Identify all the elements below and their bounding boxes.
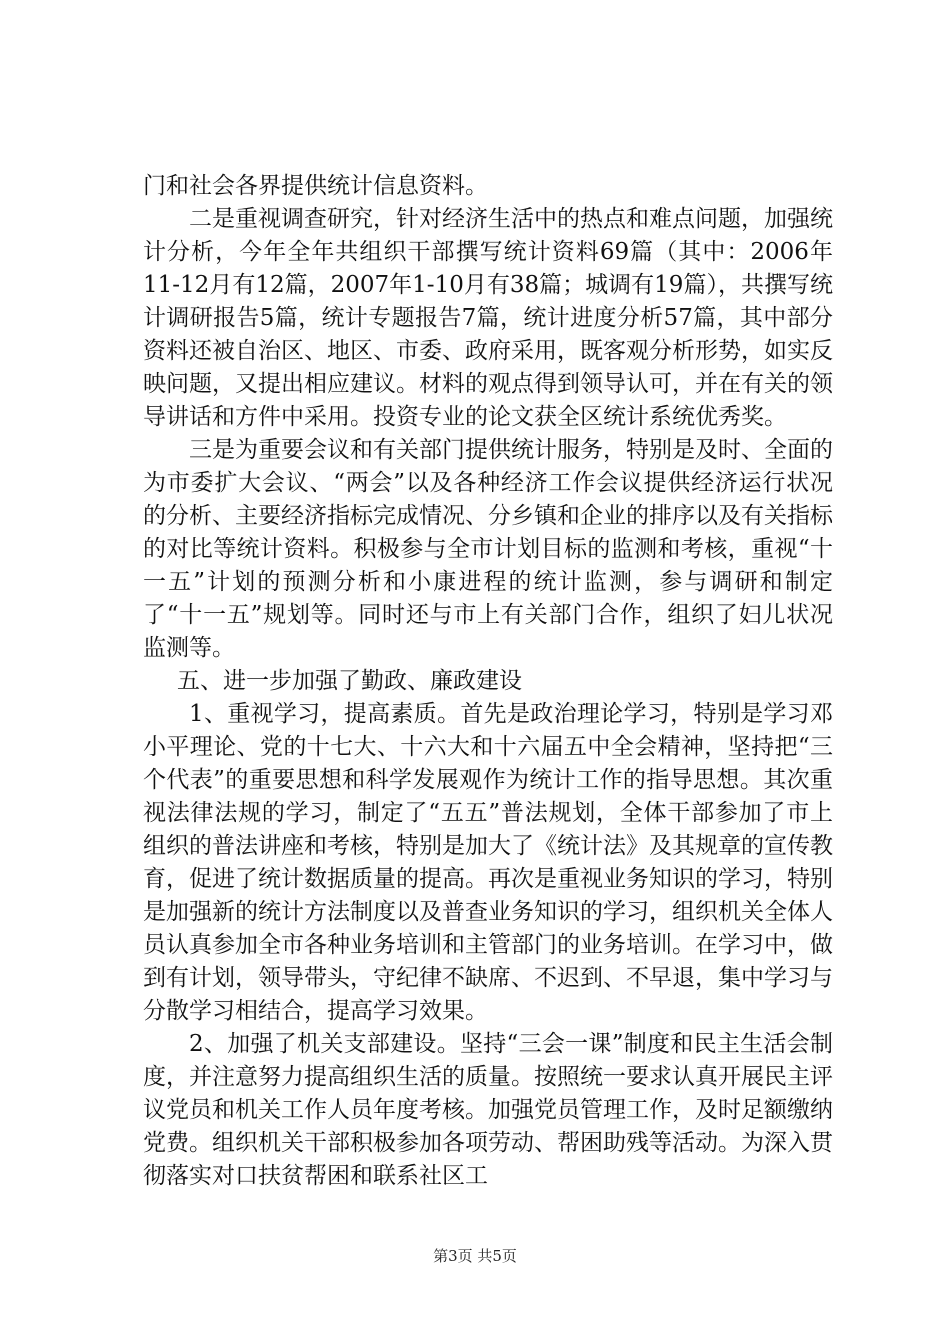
paragraph-services: 三是为重要会议和有关部门提供统计服务，特别是及时、全面的为市委扩大会议、“两会”以及各种经济工作会议提供经济运行状况的分析、主要经济指标完成情况、分乡镇和企业的排序以及有关指标的对比等统计资料。积极参与全市计划目标的监测和考核，重视“十一五”计划的预测分析和小康进程的统计监测，参与调研和制定了“十一五”规划等。同时还与市上有关部门合作，组织了妇儿状况监测等。 — [143, 437, 833, 661]
document-body — [143, 170, 833, 1193]
paragraph-party-branch: 2、加强了机关支部建设。坚持“三会一课”制度和民主生活会制度，并注意努力提高组织生活的质量。按照统一要求认真开展民主评议党员和机关工作人员年度考核。加强党员管理工作，及时足额缴纳党费。组织机关干部积极参加各项劳动、帮困助残等活动。为深入贯彻落实对口扶贫帮困和联系社区工 — [143, 1031, 833, 1189]
paragraph-continuation: 门和社会各界提供统计信息资料。 — [143, 173, 488, 199]
paragraph-research: 二是重视调查研究，针对经济生活中的热点和难点问题，加强统计分析，今年全年共组织干部撰写统计资料69篇（其中：2006年11-12月有12篇，2007年1-10月有38篇；城调有19篇），共撰写统计调研报告5篇，统计专题报告7篇，统计进度分析57篇，其中部分资料还被自治区、地区、市委、政府采用，既客观分析形势，如实反映问题，又提出相应建议。材料的观点得到领导认可，并在有关的领导讲话和方件中采用。投资专业的论文获全区统计系统优秀奖。 — [143, 206, 833, 430]
page-number-footer: 第3页 共5页 — [433, 1247, 517, 1265]
paragraph-study: 1、重视学习，提高素质。首先是政治理论学习，特别是学习邓小平理论、党的十七大、十六大和十六届五中全会精神，坚持把“三个代表”的重要思想和科学发展观作为统计工作的指导思想。其次重视法律法规的学习，制定了“五五”普法规划，全体干部参加了市上组织的普法讲座和考核，特别是加大了《统计法》及其规章的宣传教育，促进了统计数据质量的提高。再次是重视业务知识的学习，特别是加强新的统计方法制度以及普查业务知识的学习，组织机关全体人员认真参加全市各种业务培训和主管部门的业务培训。在学习中，做到有计划，领导带头，守纪律不缺席、不迟到、不早退，集中学习与分散学习相结合，提高学习效果。 — [143, 701, 833, 1024]
section-heading: 五、进一步加强了勤政、廉政建设 — [177, 668, 522, 694]
